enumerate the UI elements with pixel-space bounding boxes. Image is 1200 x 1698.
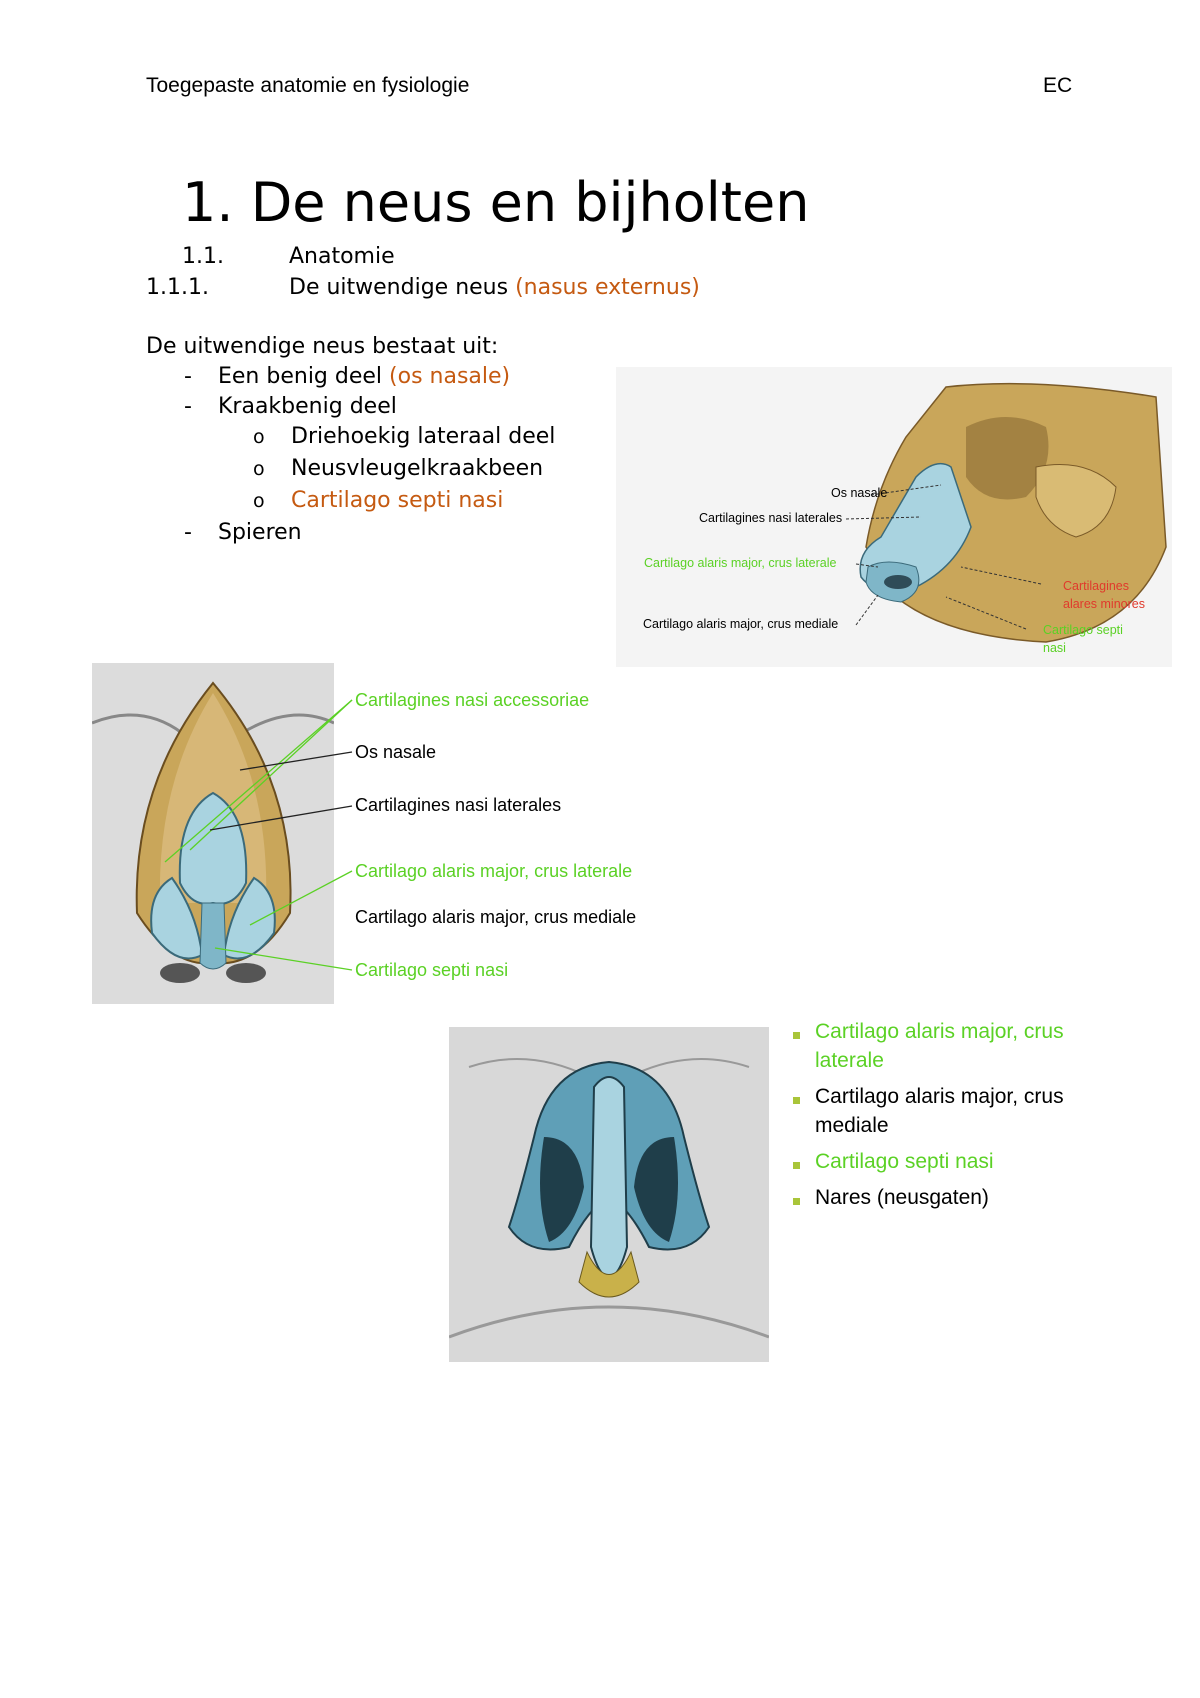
list-item-cartilaginous: Kraakbenig deel <box>218 394 397 419</box>
bullet-marker <box>793 1032 800 1039</box>
label-alares-minores-2: alares minores <box>1063 597 1145 611</box>
bullet-nares: Nares (neusgaten) <box>815 1186 989 1209</box>
section-title: Anatomie <box>289 244 395 269</box>
list-item-bony <box>218 364 510 389</box>
bullet-marker <box>793 1198 800 1205</box>
list-item-text: Een benig deel <box>218 364 383 389</box>
bullet-crus-laterale-line1: Cartilago alaris major, crus <box>815 1020 1064 1043</box>
page-title <box>182 171 810 234</box>
circle-marker: o <box>253 458 265 480</box>
sub-item-septal: Cartilago septi nasi <box>291 488 504 513</box>
inferior-nose-illustration <box>449 1027 769 1362</box>
section-number: 1.1. <box>182 244 224 269</box>
sub-item-alar: Neusvleugelkraakbeen <box>291 456 544 481</box>
label-septi-nasi-2: nasi <box>1043 641 1066 655</box>
label-crus-laterale-2: Cartilago alaris major, crus laterale <box>355 861 633 881</box>
bullet-septi-nasi: Cartilago septi nasi <box>815 1150 994 1173</box>
label-septi-nasi-1: Cartilago septi <box>1043 623 1123 637</box>
bullet-marker <box>793 1162 800 1169</box>
list-item-latin: (os nasale) <box>389 364 511 389</box>
intro-text: De uitwendige neus bestaat uit: <box>146 334 499 359</box>
running-header-title: Toegepaste anatomie en fysiologie <box>146 74 470 97</box>
label-os-nasale-2: Os nasale <box>355 742 437 762</box>
label-os-nasale: Os nasale <box>831 486 888 500</box>
subsection-latin: (nasus externus) <box>515 275 700 300</box>
figure-lateral-nose <box>616 367 1172 667</box>
label-crus-mediale: Cartilago alaris major, crus mediale <box>643 617 839 631</box>
frontal-nose-illustration <box>92 663 334 1004</box>
label-alares-minores-1: Cartilagines <box>1063 579 1130 593</box>
bullet-crus-laterale-line2: laterale <box>815 1049 884 1072</box>
figure-inferior-nose <box>449 1027 769 1362</box>
bullet-crus-mediale-line1: Cartilago alaris major, crus <box>815 1085 1064 1108</box>
circle-marker: o <box>253 490 265 512</box>
label-cartilagines-laterales: Cartilagines nasi laterales <box>699 511 843 525</box>
label-crus-laterale: Cartilago alaris major, crus laterale <box>644 556 837 570</box>
subsection-title-text: De uitwendige neus <box>289 275 509 300</box>
label-septi-nasi-2: Cartilago septi nasi <box>355 960 509 980</box>
bullet-marker <box>793 1097 800 1104</box>
dash-marker: - <box>184 394 192 419</box>
label-laterales-2: Cartilagines nasi laterales <box>355 795 562 815</box>
circle-marker: o <box>253 426 265 448</box>
title-number: 1. <box>182 171 234 234</box>
figure-frontal-nose <box>92 663 334 1004</box>
sub-item-triangular: Driehoekig lateraal deel <box>291 424 556 449</box>
bullet-crus-mediale-line2: mediale <box>815 1114 889 1137</box>
subsection-title <box>289 275 700 300</box>
dash-marker: - <box>184 520 192 545</box>
label-crus-mediale-2: Cartilago alaris major, crus mediale <box>355 907 637 927</box>
subsection-number: 1.1.1. <box>146 275 209 300</box>
running-header-initials: EC <box>1043 74 1073 97</box>
label-accessoriae: Cartilagines nasi accessoriae <box>355 690 590 710</box>
list-item-muscles: Spieren <box>218 520 302 545</box>
title-text: De neus en bijholten <box>250 171 810 234</box>
dash-marker: - <box>184 364 192 389</box>
